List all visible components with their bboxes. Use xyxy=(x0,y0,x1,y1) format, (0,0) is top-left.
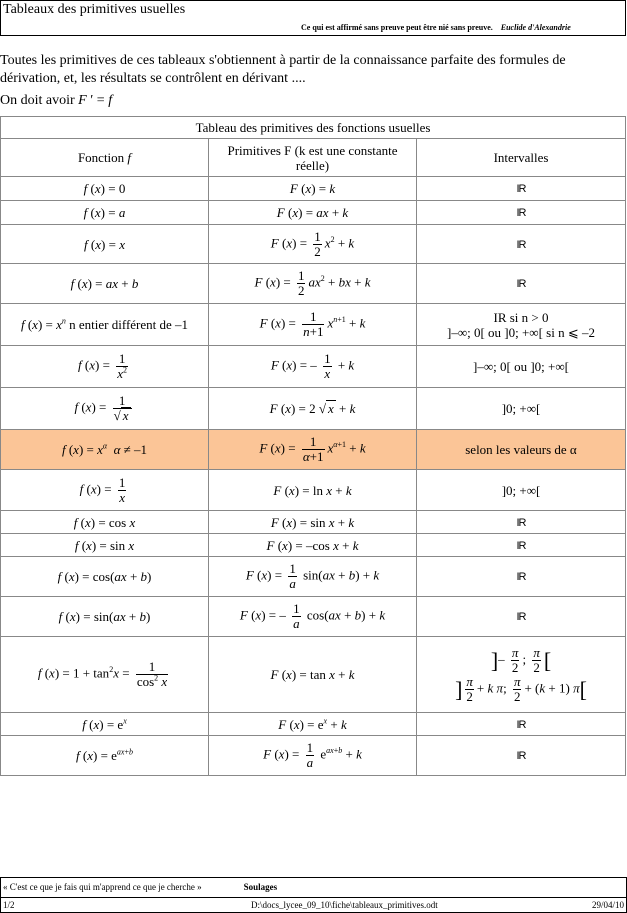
table-row: f (x) = $\frac{1}{√ x}$ F (x) = 2 √ x + k ]0; +∞[ xyxy=(1,388,626,430)
table-header-row xyxy=(1,139,626,177)
footer-page: 1/2 xyxy=(3,900,15,910)
page-title: Tableaux des primitives usuelles xyxy=(3,2,186,17)
table-row: f $(x) = x^n$ n entier différent de –1 F (x) = $\frac{1}{n+1}$ $x^{n+1} + k$ IR si n > 0 ]–∞; 0[ ou ]0; +∞[ si n ⩽ –2 xyxy=(1,304,626,346)
quote-author: Euclide d'Alexandrie xyxy=(500,23,571,32)
footer-motto: « C'est ce que je fais qui m'apprend ce que je cherche » Soulages xyxy=(3,882,278,892)
intro-paragraph: Toutes les primitives de ces tableaux s'obtiennent à partir de la connaissance parfaite des formules de dérivation, et, les résultats se contrôlent en dérivant .... xyxy=(0,53,566,86)
table-row: f (x) = $\frac{1}{x^2}$ F (x) = – $\frac{1}{x}$ + k ]–∞; 0[ ou ]0; +∞[ xyxy=(1,346,626,388)
table-row: f (x) = ax + b F (x) = $\frac{1}{2}$ $ax^2$ + bx + k IR xyxy=(1,264,626,304)
table-row: f (x) = cos x F (x) = sin x + k IR xyxy=(1,511,626,534)
footer-date: 29/04/10 xyxy=(591,900,624,910)
table-title: Tableau des primitives des fonctions usuelles xyxy=(1,117,626,139)
table-row: f (x) = x F (x) = $\frac{1}{2}$ $x^2 + k$ IR xyxy=(1,225,626,264)
table-row: f $(x) = e^{ax+b}$ F (x) = $\frac{1}{a}$ $e^{ax+b} + k$ IR xyxy=(1,736,626,776)
table-row: f $(x) = 1 + \tan^2x$ = $\frac{1}{\cos^2 x}$ F (x) = tan x + k ]– $\frac{\pi}{2}$ ; $\frac{\pi}{2}$ [ ] $\frac{\pi}{2}$ + k π; $\frac{\pi}{2}$ + (k + 1) π[ xyxy=(1,637,626,713)
footer-divider xyxy=(1,897,626,898)
table-row: f (x) = 0 F (x) = k IR xyxy=(1,177,626,201)
table-row: f (x) = a F (x) = ax + k IR xyxy=(1,201,626,225)
page-footer xyxy=(0,877,627,913)
table-row-highlighted: f $(x) = x^\alpha$ α ≠ –1 F (x) = $\frac{1}{\alpha+1}$ $x^{\alpha+1} + k$ selon les valeurs de α xyxy=(1,430,626,470)
table-row: f $(x) = e^x$ F $(x) = e^x + k$ IR xyxy=(1,713,626,736)
table-row: f (x) = sin(ax + b) F (x) = – $\frac{1}{a}$ cos(ax + b) + k IR xyxy=(1,597,626,637)
intro-condition: On doit avoir F ′ = f xyxy=(0,93,113,108)
col-header-function: Fonction f xyxy=(1,139,209,177)
table-row: f (x) = $\frac{1}{x}$ F (x) = ln x + k ]0; +∞[ xyxy=(1,470,626,511)
primitives-table xyxy=(0,116,626,776)
footer-name: Soulages xyxy=(243,882,278,892)
table-row: f (x) = cos(ax + b) F (x) = $\frac{1}{a}$ sin(ax + b) + k IR xyxy=(1,557,626,597)
header-quote: Ce qui est affirmé sans preuve peut être nié sans preuve. Euclide d'Alexandrie xyxy=(301,23,571,32)
col-header-interval: Intervalles xyxy=(417,139,626,177)
table-row: f (x) = sin x F (x) = –cos x + k IR xyxy=(1,534,626,557)
col-header-primitive: Primitives F (k est une constante réelle) xyxy=(209,139,417,177)
page-header xyxy=(0,0,626,36)
footer-path: D:\docs_lycee_09_10\fiche\tableaux_primitives.odt xyxy=(251,900,438,910)
